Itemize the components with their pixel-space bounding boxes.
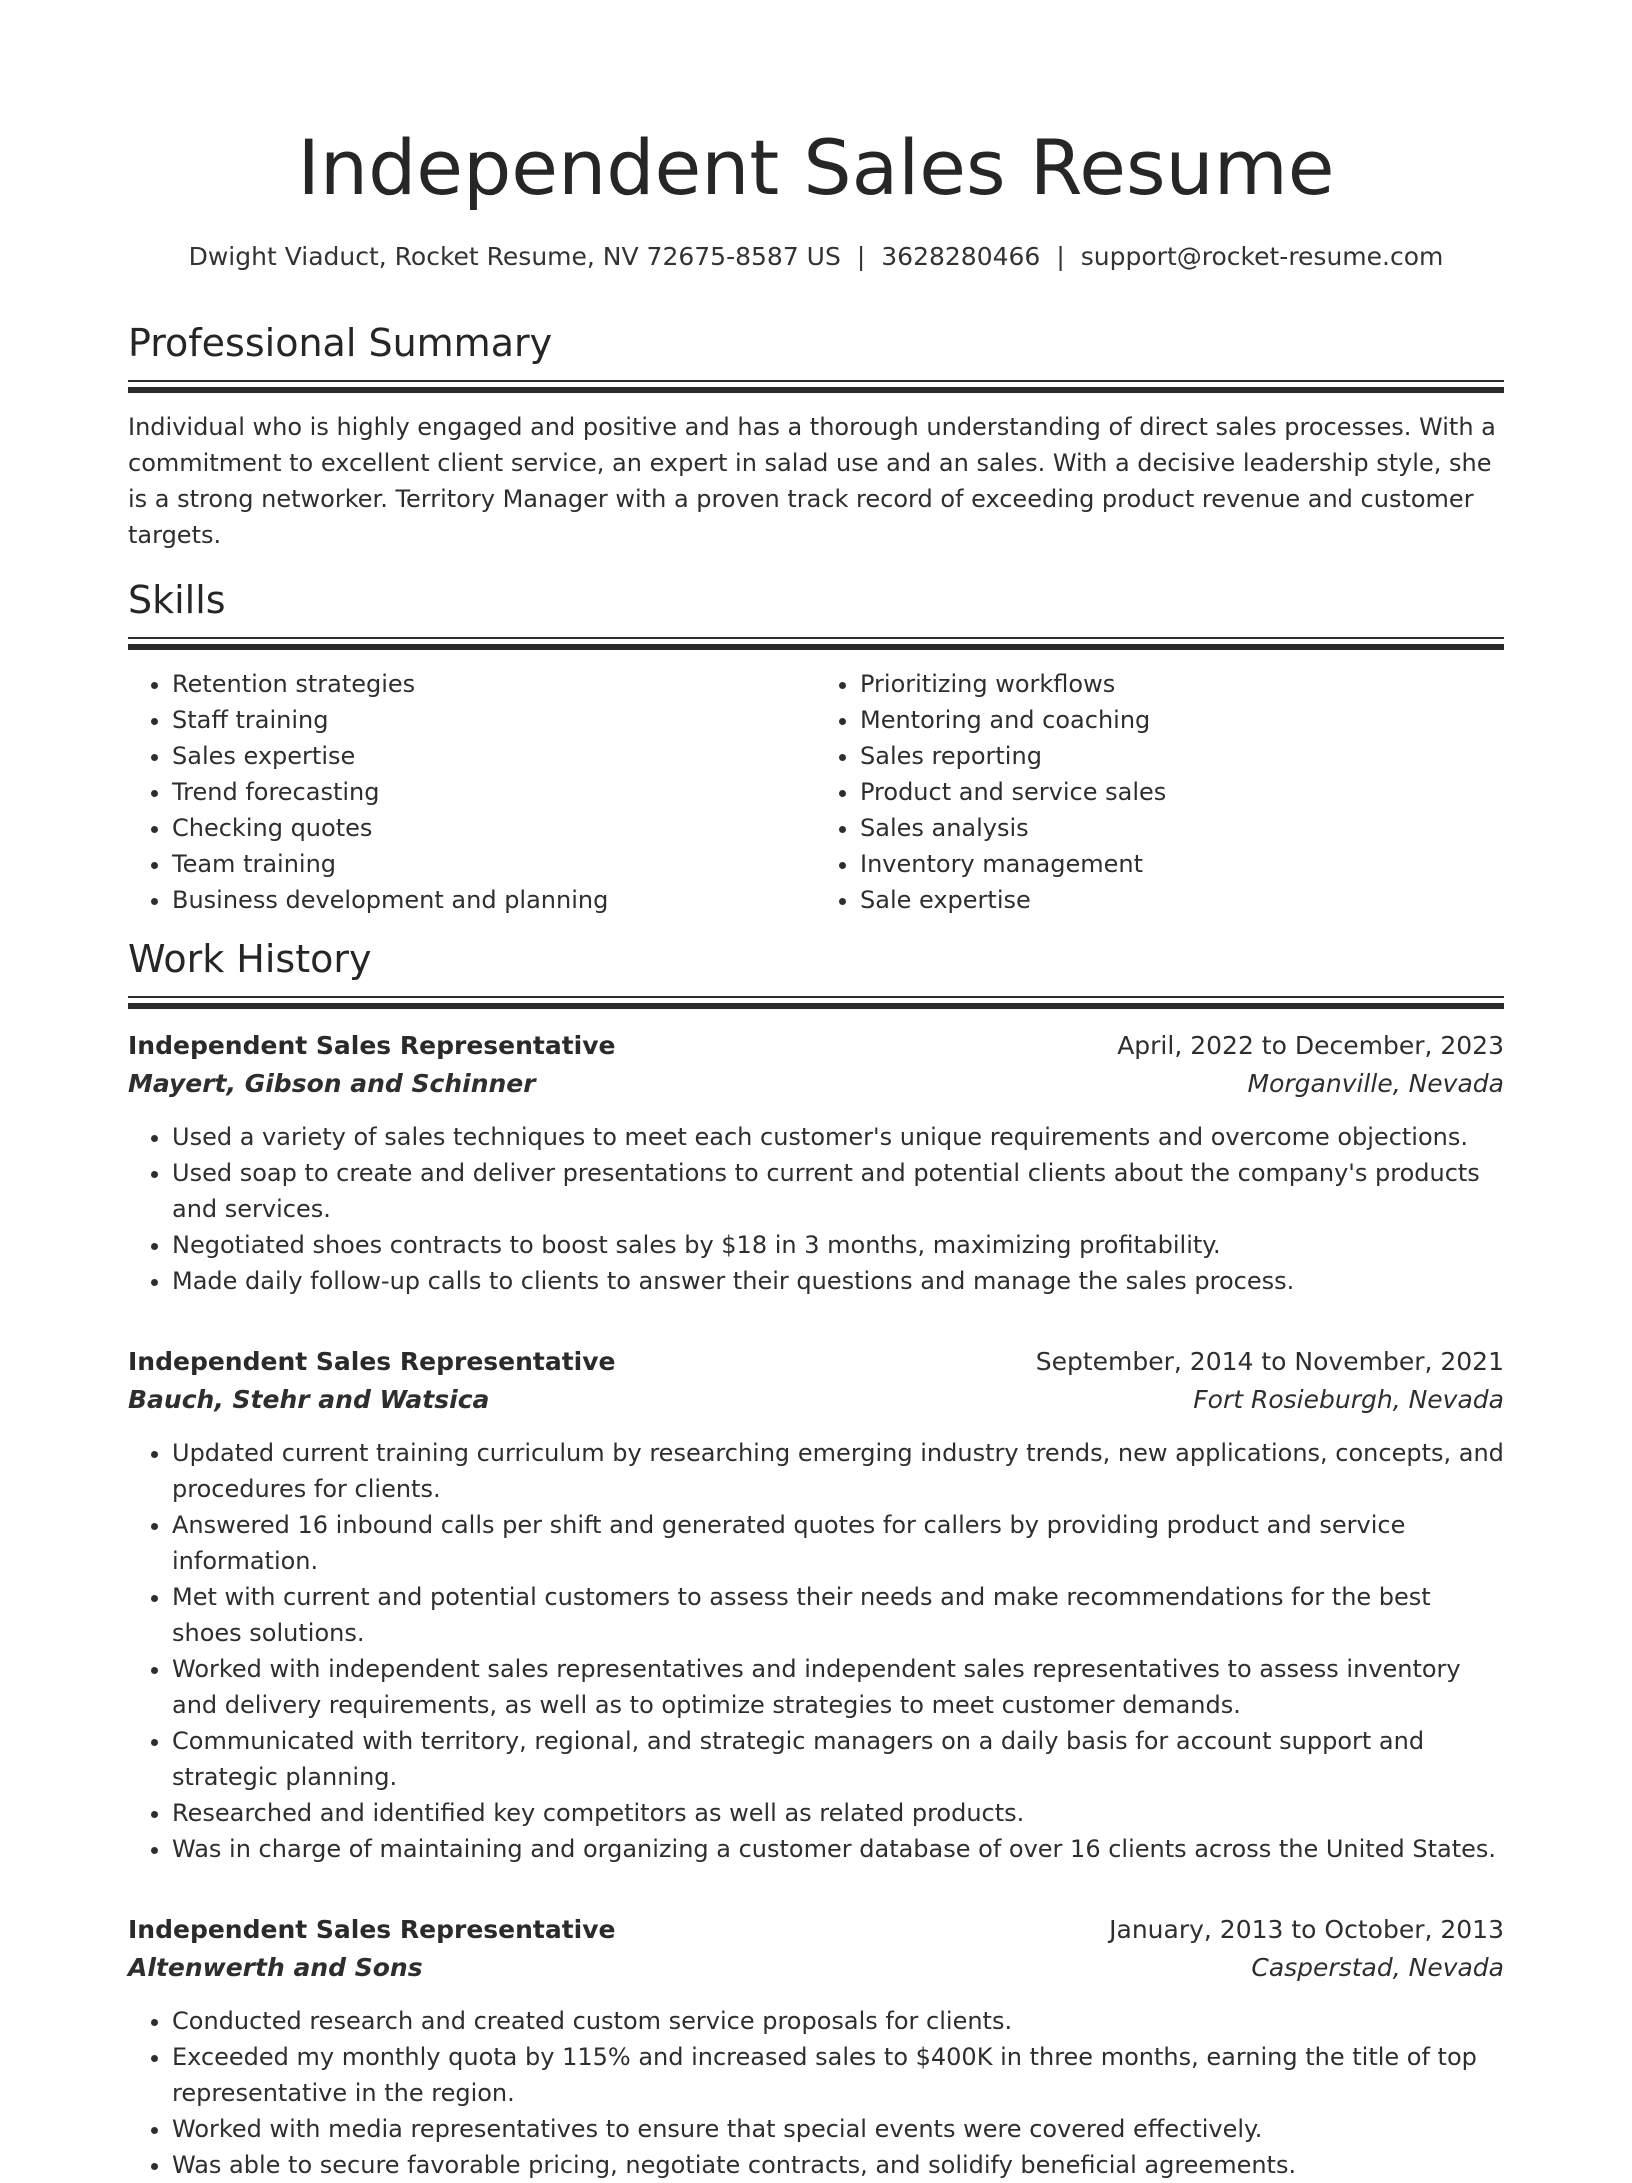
job-bullet: • Communicated with territory, regional, and strategic managers on a daily basis for account support and strategic planning.	[172, 1723, 1504, 1795]
skill-item: • Trend forecasting	[172, 774, 816, 810]
section-divider-thin	[128, 380, 1504, 382]
job-location: Fort Rosieburgh, Nevada	[1193, 1385, 1504, 1414]
section-divider-thin	[128, 637, 1504, 639]
job-bullets	[128, 2003, 1504, 2183]
skill-item: • Sale expertise	[860, 882, 1504, 918]
job-title: Independent Sales Representative	[128, 1915, 616, 1944]
skills-list-left	[128, 666, 816, 918]
job-bullet: • Worked with independent sales representatives and independent sales representatives to assess inventory and delivery requirements, as well as to optimize strategies to meet customer demands.	[172, 1651, 1504, 1723]
job-bullet: • Met with current and potential customers to assess their needs and make recommendations for the best shoes solutions.	[172, 1579, 1504, 1651]
job-bullet: • Was able to secure favorable pricing, negotiate contracts, and solidify beneficial agreements.	[172, 2147, 1504, 2183]
professional-summary-section	[128, 318, 1504, 553]
job-location: Casperstad, Nevada	[1251, 1953, 1504, 1982]
section-divider-thick	[128, 387, 1504, 393]
job-bullet: • Updated current training curriculum by researching emerging industry trends, new applications, concepts, and procedures for clients.	[172, 1435, 1504, 1507]
skill-item: • Sales expertise	[172, 738, 816, 774]
job-entry	[128, 1343, 1504, 1867]
job-header-row	[128, 1343, 1504, 1381]
job-bullets	[128, 1119, 1504, 1299]
job-employer-row	[128, 1949, 1504, 1987]
skills-list-right	[816, 666, 1504, 918]
contact-separator: |	[1056, 242, 1065, 271]
job-bullet: • Answered 16 inbound calls per shift and generated quotes for callers by providing product and service information.	[172, 1507, 1504, 1579]
job-bullets	[128, 1435, 1504, 1867]
job-employer-row	[128, 1381, 1504, 1419]
job-bullet: • Worked with media representatives to ensure that special events were covered effectively.	[172, 2111, 1504, 2147]
resume-title: Independent Sales Resume	[297, 123, 1335, 212]
job-location: Morganville, Nevada	[1247, 1069, 1504, 1098]
section-heading-skills: Skills	[128, 578, 226, 622]
job-company: Mayert, Gibson and Schinner	[128, 1069, 536, 1098]
job-dates: April, 2022 to December, 2023	[1117, 1031, 1504, 1060]
job-bullet: • Used a variety of sales techniques to meet each customer's unique requirements and overcome objections.	[172, 1119, 1504, 1155]
section-heading-work-history: Work History	[128, 937, 372, 981]
skill-item: • Product and service sales	[860, 774, 1504, 810]
skills-columns	[128, 666, 1504, 918]
job-title: Independent Sales Representative	[128, 1031, 616, 1060]
contact-line	[128, 240, 1504, 274]
section-heading-summary: Professional Summary	[128, 321, 553, 365]
job-bullet: • Researched and identified key competitors as well as related products.	[172, 1795, 1504, 1831]
skill-item: • Checking quotes	[172, 810, 816, 846]
job-header-row	[128, 1911, 1504, 1949]
job-dates: January, 2013 to October, 2013	[1109, 1915, 1504, 1944]
job-bullet: • Was in charge of maintaining and organizing a customer database of over 16 clients across the United States.	[172, 1831, 1504, 1867]
job-entry	[128, 1027, 1504, 1299]
section-divider-thick	[128, 644, 1504, 650]
job-entry	[128, 1911, 1504, 2183]
job-title: Independent Sales Representative	[128, 1347, 616, 1376]
skill-item: • Sales analysis	[860, 810, 1504, 846]
job-header-row	[128, 1027, 1504, 1065]
skills-section	[128, 575, 1504, 918]
skill-item: • Staff training	[172, 702, 816, 738]
skill-item: • Mentoring and coaching	[860, 702, 1504, 738]
work-history-section	[128, 934, 1504, 2183]
job-bullet: • Used soap to create and deliver presentations to current and potential clients about the company's products and services.	[172, 1155, 1504, 1227]
job-dates: September, 2014 to November, 2021	[1035, 1347, 1504, 1376]
contact-separator: |	[856, 242, 866, 271]
skill-item: • Team training	[172, 846, 816, 882]
skill-item: • Sales reporting	[860, 738, 1504, 774]
skill-item: • Retention strategies	[172, 666, 816, 702]
contact-phone: 3628280466	[881, 242, 1041, 271]
job-bullet: • Negotiated shoes contracts to boost sales by $18 in 3 months, maximizing profitability.	[172, 1227, 1504, 1263]
summary-text: Individual who is highly engaged and positive and has a thorough understanding of direct sales processes. With a commitment to excellent client service, an expert in salad use and an sales. With a decisive leadership style, she is a strong networker. Territory Manager with a proven track record of exceeding product revenue and customer targets.	[128, 413, 1496, 549]
contact-email: support@rocket-resume.com	[1080, 242, 1444, 271]
job-company: Bauch, Stehr and Watsica	[128, 1385, 490, 1414]
skill-item: • Prioritizing workflows	[860, 666, 1504, 702]
job-bullet: • Conducted research and created custom service proposals for clients.	[172, 2003, 1504, 2039]
skill-item: • Business development and planning	[172, 882, 816, 918]
job-company: Altenwerth and Sons	[128, 1953, 423, 1982]
job-bullet: • Exceeded my monthly quota by 115% and increased sales to $400K in three months, earning the title of top representative in the region.	[172, 2039, 1504, 2111]
section-divider-thin	[128, 996, 1504, 998]
job-bullet: • Made daily follow-up calls to clients to answer their questions and manage the sales process.	[172, 1263, 1504, 1299]
skill-item: • Inventory management	[860, 846, 1504, 882]
contact-address: Dwight Viaduct, Rocket Resume, NV 72675-8587 US	[188, 242, 841, 271]
section-divider-thick	[128, 1003, 1504, 1009]
job-employer-row	[128, 1065, 1504, 1103]
